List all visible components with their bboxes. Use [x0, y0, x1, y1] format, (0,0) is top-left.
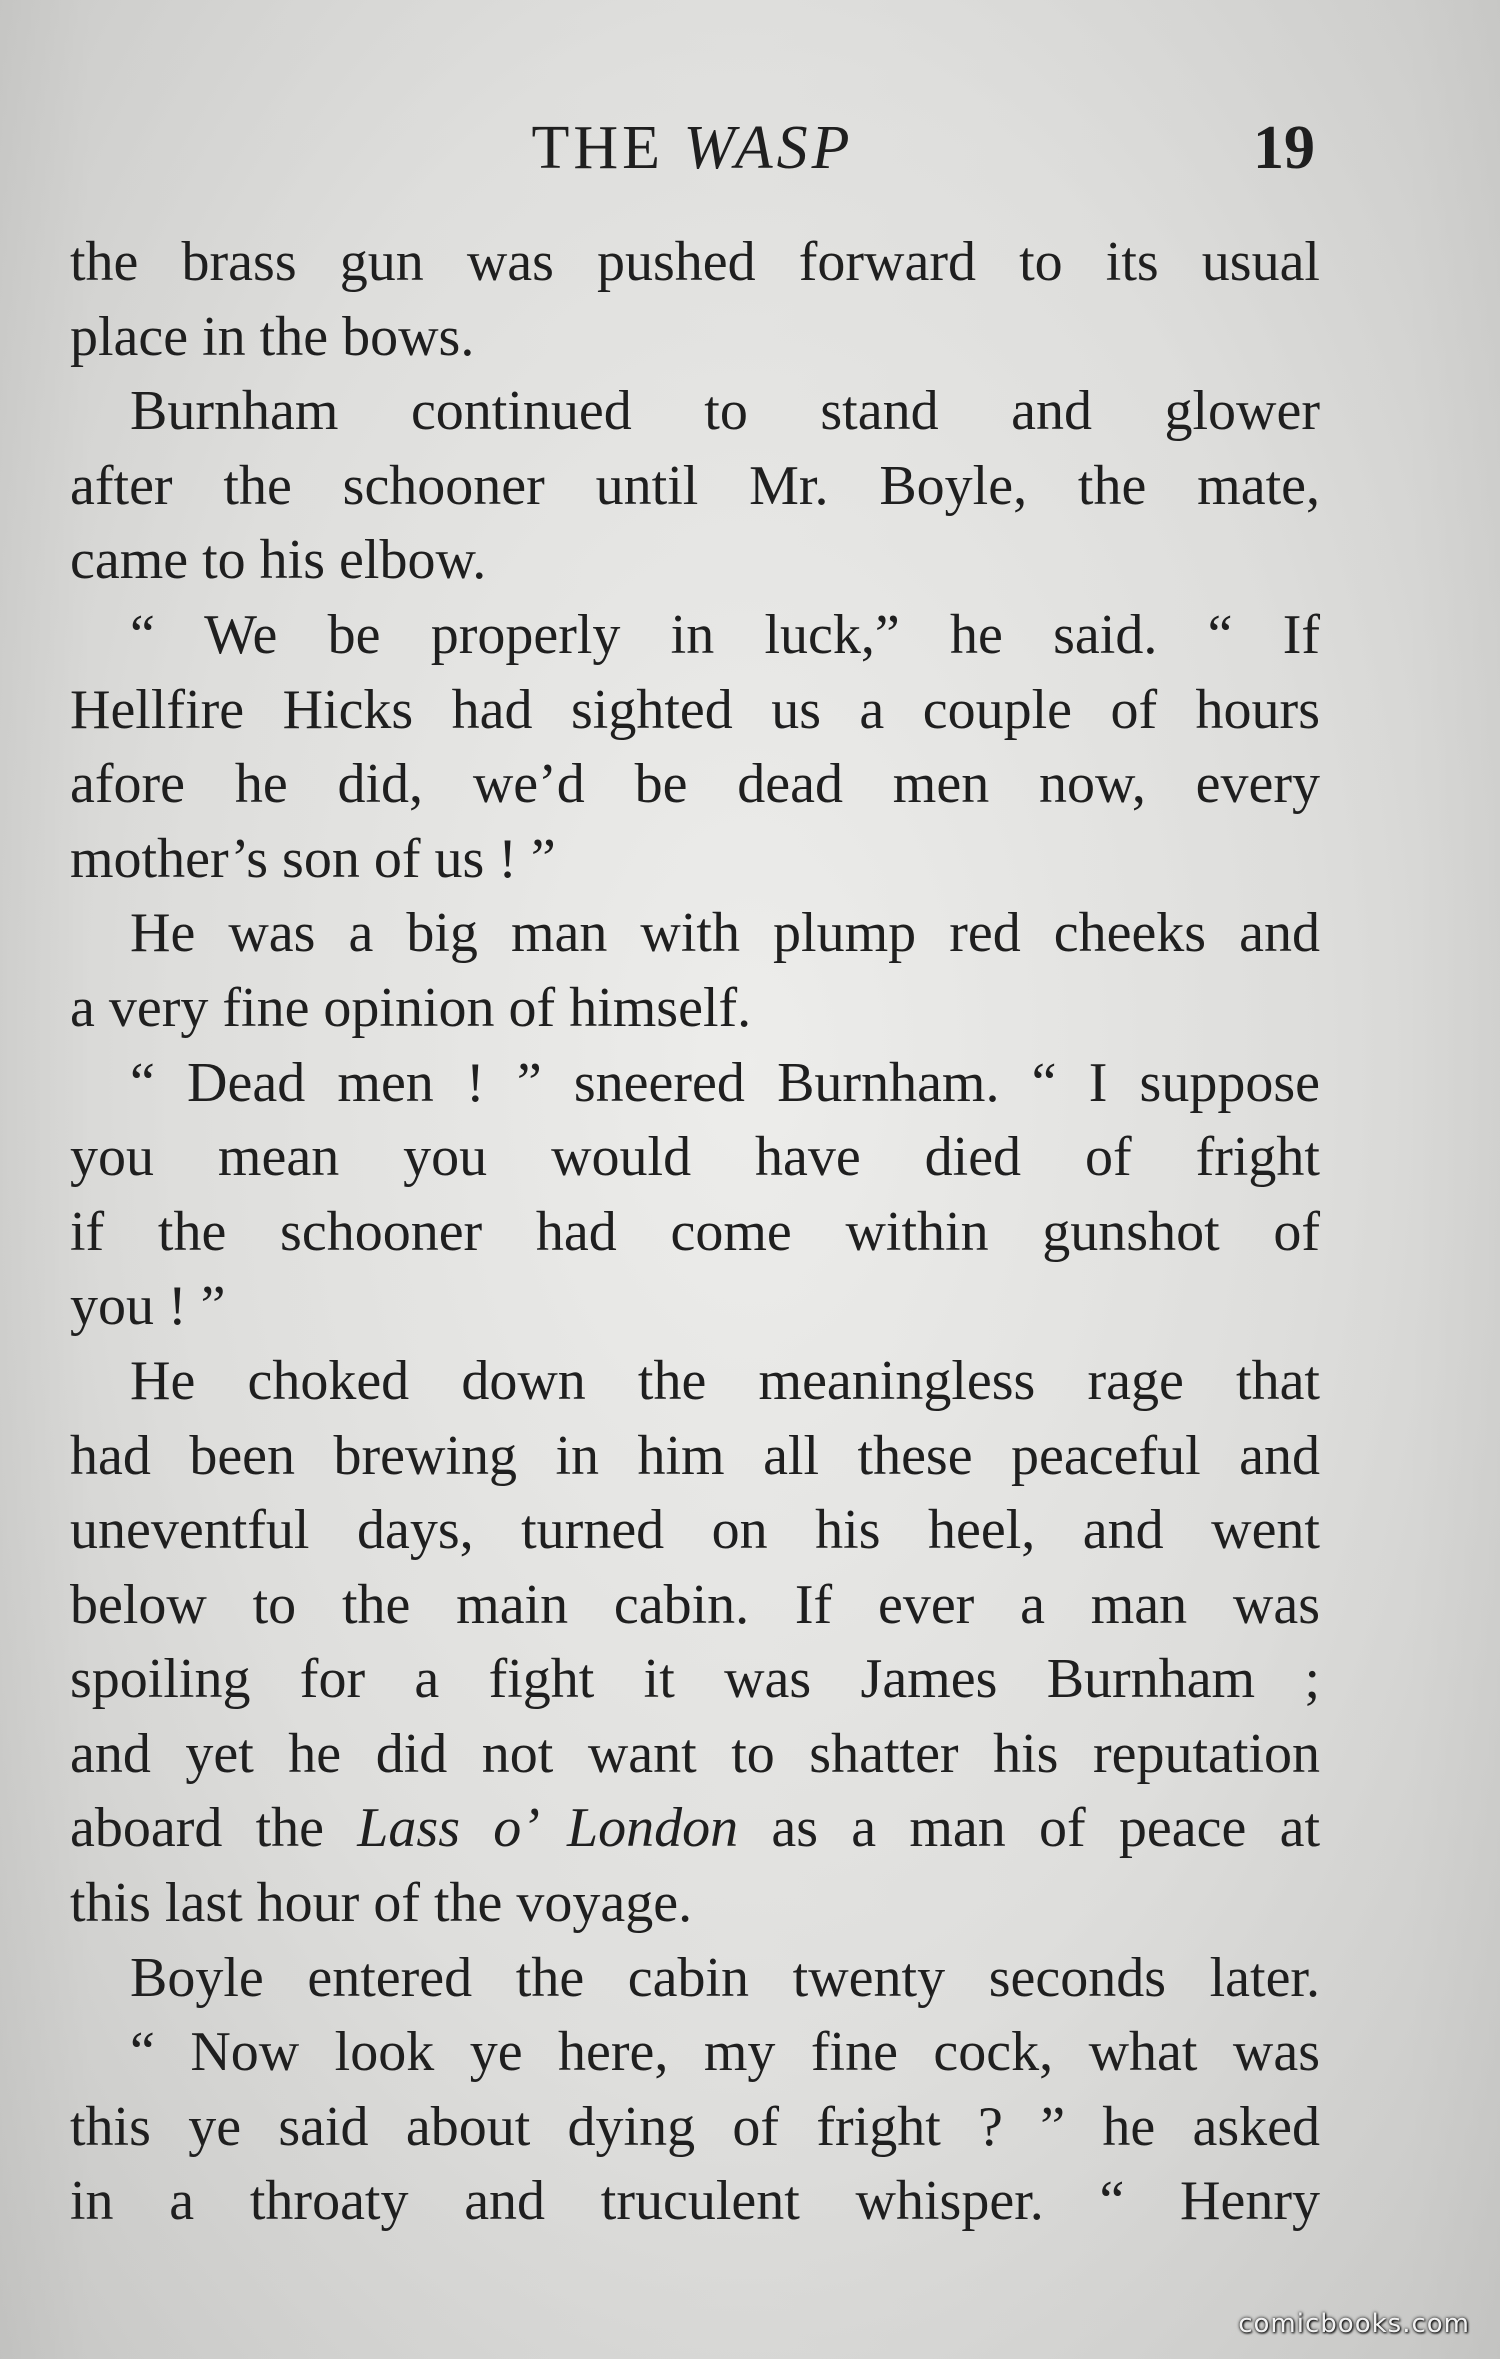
- text-line: uneventful days, turned on his heel, and went: [70, 1499, 1320, 1562]
- running-head-title: WASP: [683, 114, 854, 182]
- text-line: you ! ”: [70, 1275, 226, 1338]
- running-head-prefix: THE: [531, 114, 684, 182]
- text-line: after the schooner until Mr. Boyle, the mate,: [70, 454, 1320, 517]
- text-line: “ Now look ye here, my fine cock, what was: [130, 2021, 1320, 2084]
- text-line: and yet he did not want to shatter his reputation: [70, 1722, 1320, 1785]
- text-line: had been brewing in him all these peaceful and: [70, 1424, 1320, 1487]
- text-line: a very fine opinion of himself.: [70, 976, 752, 1039]
- text-line: He choked down the meaningless rage that: [130, 1349, 1320, 1412]
- text-line: Boyle entered the cabin twenty seconds later.: [130, 1946, 1320, 2009]
- text-line: the brass gun was pushed forward to its usual: [70, 231, 1320, 293]
- text-line: Hellfire Hicks had sighted us a couple of hours: [70, 678, 1320, 741]
- text-line: place in the bows.: [70, 305, 475, 368]
- text-line: spoiling for a fight it was James Burnham ;: [70, 1648, 1320, 1711]
- text-line: mother’s son of us ! ”: [70, 827, 556, 890]
- text-line: “ We be properly in luck,” he said. “ If: [130, 603, 1320, 666]
- page-number: 19: [1253, 114, 1315, 182]
- ship-name: Lass o’ London: [357, 1797, 739, 1860]
- text-line: if the schooner had come within gunshot of: [70, 1200, 1320, 1263]
- text-segment: aboard the: [70, 1797, 358, 1860]
- body-text: [70, 225, 1320, 2239]
- text-line: Burnham continued to stand and glower: [130, 380, 1320, 443]
- text-line: you mean you would have died of fright: [70, 1126, 1320, 1189]
- text-line: below to the main cabin. If ever a man was: [70, 1573, 1320, 1636]
- running-head: [70, 108, 1315, 188]
- page-header: [70, 108, 1315, 188]
- text-line: He was a big man with plump red cheeks and: [130, 902, 1320, 965]
- text-line: came to his elbow.: [70, 529, 487, 592]
- text-line: this last hour of the voyage.: [70, 1872, 693, 1935]
- text-line: [70, 1791, 1320, 1866]
- text-line: in a throaty and truculent whisper. “ Henry: [70, 2170, 1320, 2233]
- text-line: “ Dead men ! ” sneered Burnham. “ I suppose: [130, 1051, 1320, 1114]
- text-segment: as a man of peace at: [738, 1797, 1321, 1860]
- watermark: comicbooks.com: [1238, 2309, 1470, 2339]
- text-line: afore he did, we’d be dead men now, every: [70, 753, 1320, 816]
- text-line: this ye said about dying of fright ? ” he asked: [70, 2095, 1320, 2158]
